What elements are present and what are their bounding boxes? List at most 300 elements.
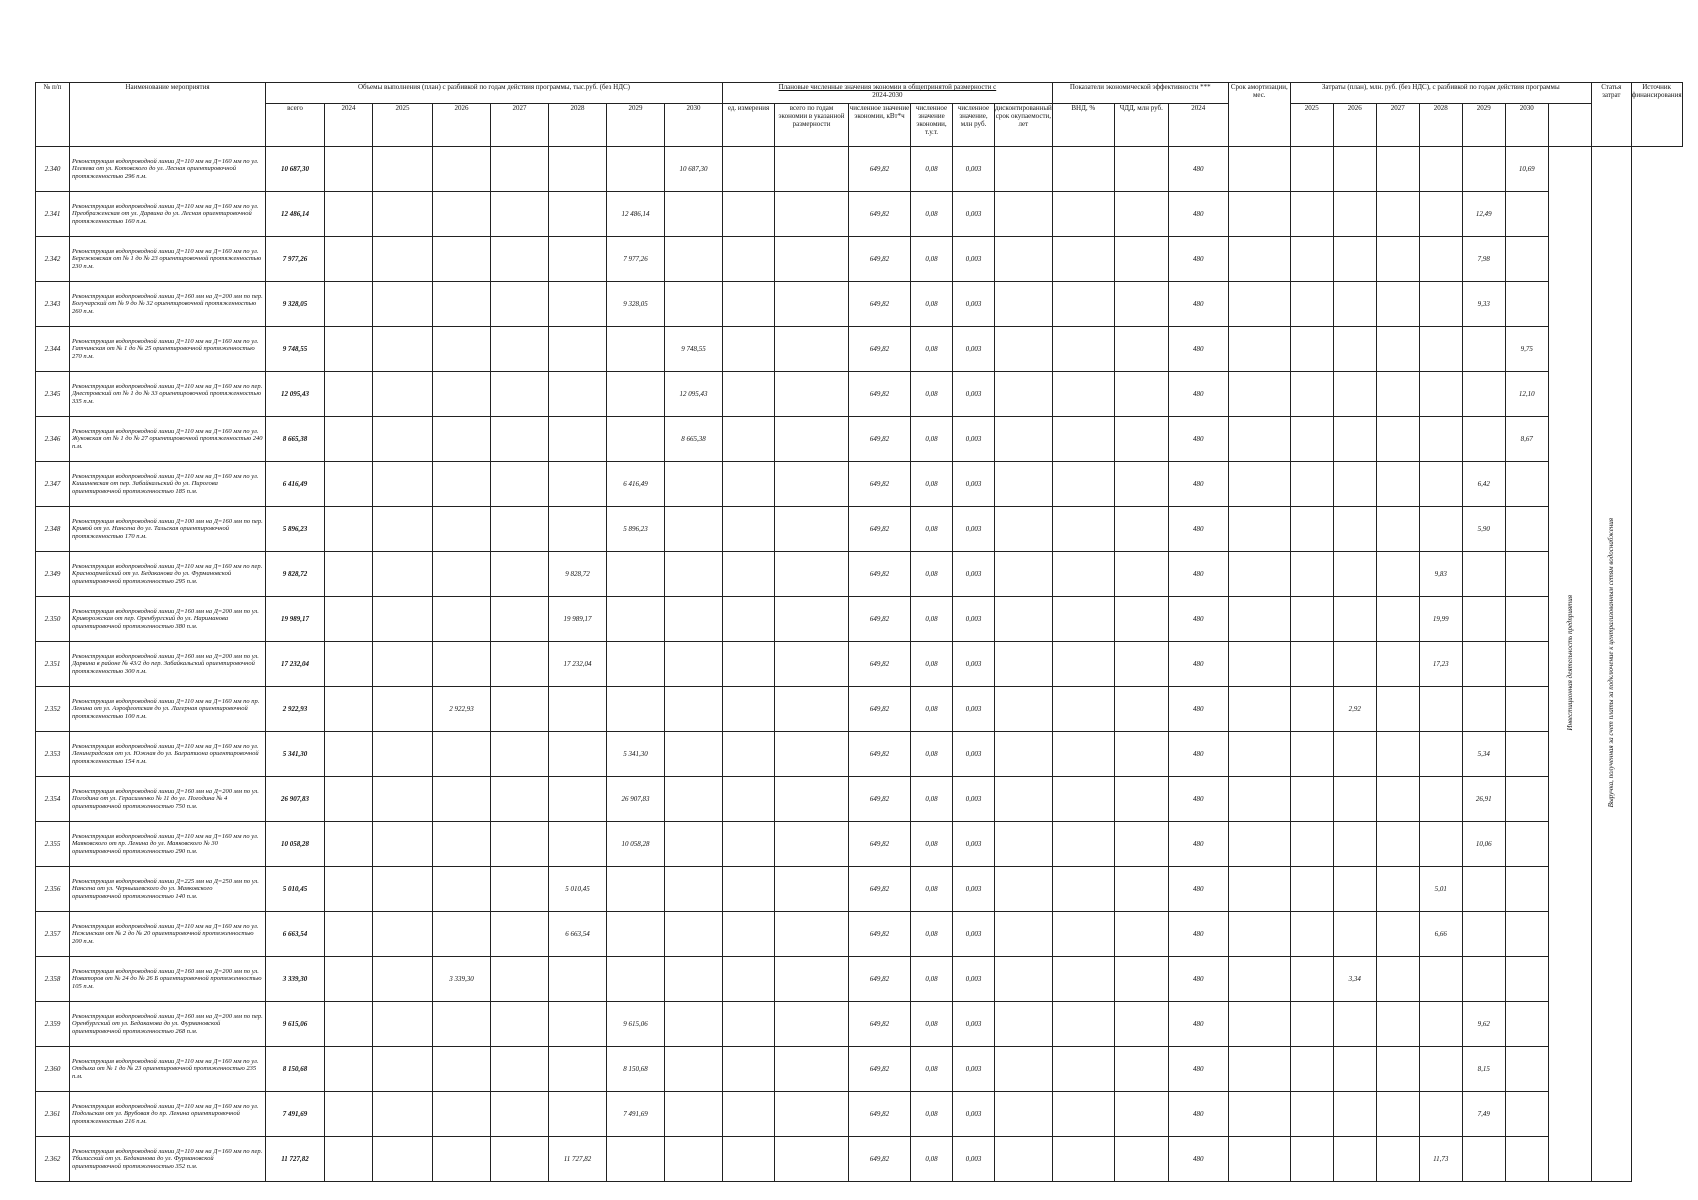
row-vnd [1052,327,1114,372]
row-year-volume [665,687,723,732]
row-year-volume [433,282,491,327]
row-chdd [1114,237,1168,282]
row-year-cost [1333,192,1376,237]
row-name: Реконструкция водопроводной линии Д=110 мм на Д=160 мм по ул. Подольская от ул. Врубовая до пр. Ленина ориентировочной протяженностью 216 п.м. [70,1092,266,1137]
row-mln: 0,003 [953,912,995,957]
row-year-volume [665,192,723,237]
row-mln: 0,003 [953,552,995,597]
row-year-cost [1376,417,1419,462]
row-tut: 0,08 [911,507,953,552]
row-unit [723,912,775,957]
row-year-volume [665,867,723,912]
row-year-cost [1505,822,1548,867]
col-tut-header: численное значение экономии, т.у.т. [911,104,953,147]
row-unit [723,282,775,327]
row-year-cost [1376,1137,1419,1182]
row-name: Реконструкция водопроводной линии Д=110 мм на Д=160 мм по ул. Преображенская от ул. Дарвина до ул. Лесная ориентировочной протяженностью 160 п.м. [70,192,266,237]
row-chdd [1114,192,1168,237]
row-year-cost [1419,777,1462,822]
row-discount [995,417,1053,462]
row-tut: 0,08 [911,1002,953,1047]
cost-year-header: 2026 [1333,104,1376,147]
row-year-volume [373,777,433,822]
row-year-volume [491,1092,549,1137]
row-byyears [775,822,849,867]
row-srok: 480 [1168,192,1228,237]
row-year-volume: 11 727,82 [549,1137,607,1182]
row-name: Реконструкция водопроводной линии Д=110 мм на Д=160 мм по ул. Жуковская от № 1 до № 27 ориентировочной протяженностью 240 п.м. [70,417,266,462]
row-year-volume [549,1092,607,1137]
row-year-volume [325,237,373,282]
row-unit [723,1047,775,1092]
row-number: 2.351 [36,642,70,687]
row-number: 2.344 [36,327,70,372]
row-year-cost [1228,597,1290,642]
row-byyears [775,642,849,687]
row-year-volume [607,687,665,732]
row-number: 2.353 [36,732,70,777]
row-name: Реконструкция водопроводной линии Д=160 мм на Д=200 мм по ул. Дарвина в районе № 43/2 до пер. Забайкальский ориентировочной протяженностью 300 п.м. [70,642,266,687]
row-discount [995,687,1053,732]
row-discount [995,822,1053,867]
col-costs-header: Затраты (план), млн. руб. (без НДС), с разбивкой по годам действия программы [1290,83,1591,104]
row-kwh: 649,82 [849,1137,911,1182]
row-name: Реконструкция водопроводной линии Д=110 мм на Д=160 мм по пр. Ленина от ул. Аэрофлотская до ул. Лагерная ориентировочной протяженностью 100 п.м. [70,687,266,732]
table-header [36,83,1683,147]
row-byyears [775,327,849,372]
row-chdd [1114,417,1168,462]
row-number: 2.342 [36,237,70,282]
row-name: Реконструкция водопроводной линии Д=110 мм на Д=160 мм по пер. Тбилисский от ул. Бедаканова до ул. Фурмановской ориентировочной протяженностью 352 п.м. [70,1137,266,1182]
row-kwh: 649,82 [849,1047,911,1092]
row-year-cost [1290,327,1333,372]
col-article-header: Статья затрат [1591,83,1631,147]
row-year-volume [491,867,549,912]
table-row [36,597,1683,642]
row-year-cost: 6,66 [1419,912,1462,957]
row-total: 7 977,26 [266,237,325,282]
row-year-cost [1333,282,1376,327]
row-year-cost [1290,147,1333,192]
row-year-cost [1333,642,1376,687]
row-mln: 0,003 [953,1137,995,1182]
row-discount [995,912,1053,957]
row-year-cost [1462,687,1505,732]
row-total: 9 748,55 [266,327,325,372]
row-kwh: 649,82 [849,507,911,552]
row-unit [723,192,775,237]
row-discount [995,372,1053,417]
row-year-cost [1333,237,1376,282]
row-year-volume: 9 748,55 [665,327,723,372]
row-year-cost: 3,34 [1333,957,1376,1002]
row-year-cost: 12,10 [1505,372,1548,417]
row-year-cost [1419,462,1462,507]
row-chdd [1114,1002,1168,1047]
row-chdd [1114,957,1168,1002]
row-srok: 480 [1168,597,1228,642]
row-year-volume [549,237,607,282]
row-discount [995,192,1053,237]
row-year-cost: 5,01 [1419,867,1462,912]
row-year-volume [373,957,433,1002]
col-total-header: всего [266,104,325,147]
row-year-cost [1290,777,1333,822]
row-year-volume [373,597,433,642]
row-srok: 480 [1168,1047,1228,1092]
row-year-volume [491,777,549,822]
row-year-cost [1419,1047,1462,1092]
row-year-volume [665,507,723,552]
row-tut: 0,08 [911,912,953,957]
row-year-cost [1505,192,1548,237]
row-year-cost [1228,1137,1290,1182]
row-byyears [775,732,849,777]
row-unit [723,372,775,417]
row-year-volume [433,1092,491,1137]
row-year-cost [1376,732,1419,777]
row-kwh: 649,82 [849,192,911,237]
row-year-cost: 2,92 [1333,687,1376,732]
row-year-volume [491,642,549,687]
row-tut: 0,08 [911,462,953,507]
row-total: 8 150,68 [266,1047,325,1092]
row-year-volume: 19 989,17 [549,597,607,642]
row-year-volume [325,327,373,372]
row-year-volume [373,372,433,417]
row-year-cost [1333,372,1376,417]
row-year-cost [1290,732,1333,777]
row-year-volume: 5 010,45 [549,867,607,912]
row-year-volume [607,912,665,957]
cost-year-header: 2028 [1419,104,1462,147]
row-year-cost [1228,1047,1290,1092]
row-year-cost [1290,552,1333,597]
row-year-cost [1376,822,1419,867]
row-chdd [1114,327,1168,372]
row-vnd [1052,642,1114,687]
row-byyears [775,552,849,597]
cost-year-header: 2024 [1168,104,1228,147]
row-year-volume [325,192,373,237]
row-vnd [1052,1047,1114,1092]
row-year-cost [1419,957,1462,1002]
row-srok: 480 [1168,867,1228,912]
row-kwh: 649,82 [849,867,911,912]
row-year-volume [433,372,491,417]
row-srok: 480 [1168,957,1228,1002]
row-year-volume [549,147,607,192]
row-total: 26 907,83 [266,777,325,822]
row-year-volume [607,957,665,1002]
row-mln: 0,003 [953,282,995,327]
row-discount [995,282,1053,327]
row-mln: 0,003 [953,1092,995,1137]
row-mln: 0,003 [953,687,995,732]
row-year-cost [1505,1047,1548,1092]
row-vnd [1052,1092,1114,1137]
row-year-volume [325,1002,373,1047]
row-total: 19 989,17 [266,597,325,642]
investment-program-table [35,82,1683,1182]
row-discount [995,642,1053,687]
row-year-cost: 26,91 [1462,777,1505,822]
row-vnd [1052,507,1114,552]
cost-year-header: 2030 [1505,104,1548,147]
row-srok: 480 [1168,822,1228,867]
row-year-cost [1505,687,1548,732]
row-number: 2.346 [36,417,70,462]
row-unit [723,1092,775,1137]
row-kwh: 649,82 [849,1002,911,1047]
row-year-volume: 9 828,72 [549,552,607,597]
row-byyears [775,957,849,1002]
row-vnd [1052,822,1114,867]
row-year-cost [1376,957,1419,1002]
row-year-cost [1333,417,1376,462]
row-year-cost: 8,15 [1462,1047,1505,1092]
row-tut: 0,08 [911,597,953,642]
row-year-cost [1333,552,1376,597]
row-year-cost [1505,1002,1548,1047]
row-year-volume: 5 896,23 [607,507,665,552]
row-year-volume [433,1047,491,1092]
row-year-volume [665,282,723,327]
col-byyears-header: всего по годам экономии в указанной размерности [775,104,849,147]
row-year-volume [325,372,373,417]
row-year-cost [1505,1092,1548,1137]
row-year-volume [665,597,723,642]
row-year-volume [433,732,491,777]
row-year-volume [433,192,491,237]
row-total: 12 486,14 [266,192,325,237]
row-number: 2.347 [36,462,70,507]
year-header: 2027 [491,104,549,147]
row-unit [723,147,775,192]
table-row [36,867,1683,912]
table-body [36,147,1683,1182]
table-row [36,507,1683,552]
row-year-volume [373,822,433,867]
row-year-volume: 26 907,83 [607,777,665,822]
row-tut: 0,08 [911,327,953,372]
row-year-cost [1333,327,1376,372]
col-kwh-header: численное значение экономии, кВт*ч [849,104,911,147]
row-year-cost [1228,327,1290,372]
row-year-cost [1419,687,1462,732]
row-year-cost: 11,73 [1419,1137,1462,1182]
row-srok: 480 [1168,1137,1228,1182]
header-row-2 [36,104,1683,147]
row-year-cost [1505,282,1548,327]
row-year-volume [665,957,723,1002]
row-byyears [775,1002,849,1047]
row-total: 7 491,69 [266,1092,325,1137]
row-year-cost [1376,642,1419,687]
row-year-volume [433,147,491,192]
row-year-cost [1228,1002,1290,1047]
row-year-cost [1376,507,1419,552]
row-year-volume [373,237,433,282]
row-unit [723,327,775,372]
row-year-cost [1505,867,1548,912]
row-tut: 0,08 [911,372,953,417]
row-name: Реконструкция водопроводной линии Д=160 мм на Д=200 мм по ул. Новаторов от № 24 до № 26 Б ориентировочной протяженностью 105 п.м. [70,957,266,1002]
row-year-volume [433,327,491,372]
row-year-cost [1228,642,1290,687]
row-year-cost [1419,327,1462,372]
table-row [36,462,1683,507]
row-chdd [1114,552,1168,597]
row-year-cost [1505,957,1548,1002]
row-year-volume [491,417,549,462]
row-srok: 480 [1168,417,1228,462]
row-chdd [1114,1137,1168,1182]
row-kwh: 649,82 [849,912,911,957]
row-year-volume [373,642,433,687]
row-year-cost [1419,1092,1462,1137]
row-mln: 0,003 [953,822,995,867]
row-year-volume [325,1047,373,1092]
row-year-cost [1505,237,1548,282]
row-year-volume [491,912,549,957]
row-total: 17 232,04 [266,642,325,687]
row-discount [995,957,1053,1002]
row-year-volume [373,867,433,912]
row-unit [723,687,775,732]
row-unit [723,867,775,912]
row-year-volume: 8 150,68 [607,1047,665,1092]
row-year-cost: 9,62 [1462,1002,1505,1047]
row-year-cost: 5,90 [1462,507,1505,552]
row-chdd [1114,642,1168,687]
row-year-cost [1376,687,1419,732]
row-year-cost [1376,867,1419,912]
year-header: 2030 [665,104,723,147]
row-year-cost [1419,372,1462,417]
row-year-volume [665,552,723,597]
row-total: 9 328,05 [266,282,325,327]
row-year-cost [1376,1047,1419,1092]
row-unit [723,777,775,822]
row-kwh: 649,82 [849,417,911,462]
row-year-volume [491,237,549,282]
table-row [36,147,1683,192]
row-byyears [775,462,849,507]
row-year-volume [373,732,433,777]
row-year-cost [1290,237,1333,282]
row-mln: 0,003 [953,147,995,192]
row-number: 2.354 [36,777,70,822]
row-byyears [775,1047,849,1092]
row-total: 10 687,30 [266,147,325,192]
row-year-cost [1333,597,1376,642]
row-discount [995,327,1053,372]
row-year-volume [433,867,491,912]
row-total: 12 095,43 [266,372,325,417]
row-year-cost [1376,462,1419,507]
row-unit [723,1002,775,1047]
volumes-label: Объемы выполнения (план) с разбивкой по годам действия программы, тыс.руб. (без НДС) [358,83,630,91]
row-year-cost [1290,1047,1333,1092]
row-tut: 0,08 [911,552,953,597]
row-year-cost [1290,867,1333,912]
row-year-cost: 9,75 [1505,327,1548,372]
row-year-volume [549,822,607,867]
row-srok: 480 [1168,777,1228,822]
row-vnd [1052,147,1114,192]
row-year-volume [373,507,433,552]
row-year-volume [665,1137,723,1182]
row-discount [995,1092,1053,1137]
row-year-cost [1290,417,1333,462]
row-kwh: 649,82 [849,642,911,687]
row-year-cost [1462,867,1505,912]
cost-year-header: 2027 [1376,104,1419,147]
row-year-volume [607,417,665,462]
row-mln: 0,003 [953,462,995,507]
row-year-cost [1376,327,1419,372]
row-chdd [1114,1047,1168,1092]
row-year-volume [549,1047,607,1092]
row-year-cost [1462,912,1505,957]
row-year-cost: 7,98 [1462,237,1505,282]
row-year-volume [325,462,373,507]
row-year-cost [1290,372,1333,417]
row-tut: 0,08 [911,192,953,237]
row-kwh: 649,82 [849,777,911,822]
row-year-volume [373,327,433,372]
row-year-cost [1376,777,1419,822]
row-mln: 0,003 [953,957,995,1002]
row-year-volume [491,192,549,237]
row-number: 2.356 [36,867,70,912]
row-year-cost [1228,687,1290,732]
row-year-volume [325,642,373,687]
row-tut: 0,08 [911,957,953,1002]
row-srok: 480 [1168,1002,1228,1047]
row-kwh: 649,82 [849,687,911,732]
row-year-volume: 2 922,93 [433,687,491,732]
row-year-cost: 8,67 [1505,417,1548,462]
row-year-cost [1376,282,1419,327]
row-year-volume [373,552,433,597]
row-unit [723,642,775,687]
row-byyears [775,597,849,642]
row-kwh: 649,82 [849,1092,911,1137]
row-year-volume [325,777,373,822]
row-year-cost [1505,642,1548,687]
row-year-volume [373,912,433,957]
row-year-volume [325,507,373,552]
row-year-volume [607,147,665,192]
row-vnd [1052,687,1114,732]
row-year-cost [1333,1092,1376,1137]
row-name: Реконструкция водопроводной линии Д=110 мм на Д=160 мм по ул. Ленинградская от ул. Южная до ул. Багратиона ориентировочной протяженностью 154 п.м. [70,732,266,777]
row-year-cost [1228,957,1290,1002]
row-mln: 0,003 [953,732,995,777]
row-year-cost [1505,777,1548,822]
row-year-volume: 6 663,54 [549,912,607,957]
row-year-cost [1228,147,1290,192]
row-tut: 0,08 [911,642,953,687]
row-name: Реконструкция водопроводной линии Д=110 мм на Д=160 мм по ул. Бережковская от № 1 до № 23 ориентировочной протяженностью 230 п.м. [70,237,266,282]
row-total: 5 341,30 [266,732,325,777]
row-discount [995,597,1053,642]
row-name: Реконструкция водопроводной линии Д=160 мм на Д=200 мм по ул. Криворожская от пер. Оренбургский до ул. Нариманова ориентировочной протяженностью 380 п.м. [70,597,266,642]
row-year-volume: 10 058,28 [607,822,665,867]
row-year-cost [1419,822,1462,867]
